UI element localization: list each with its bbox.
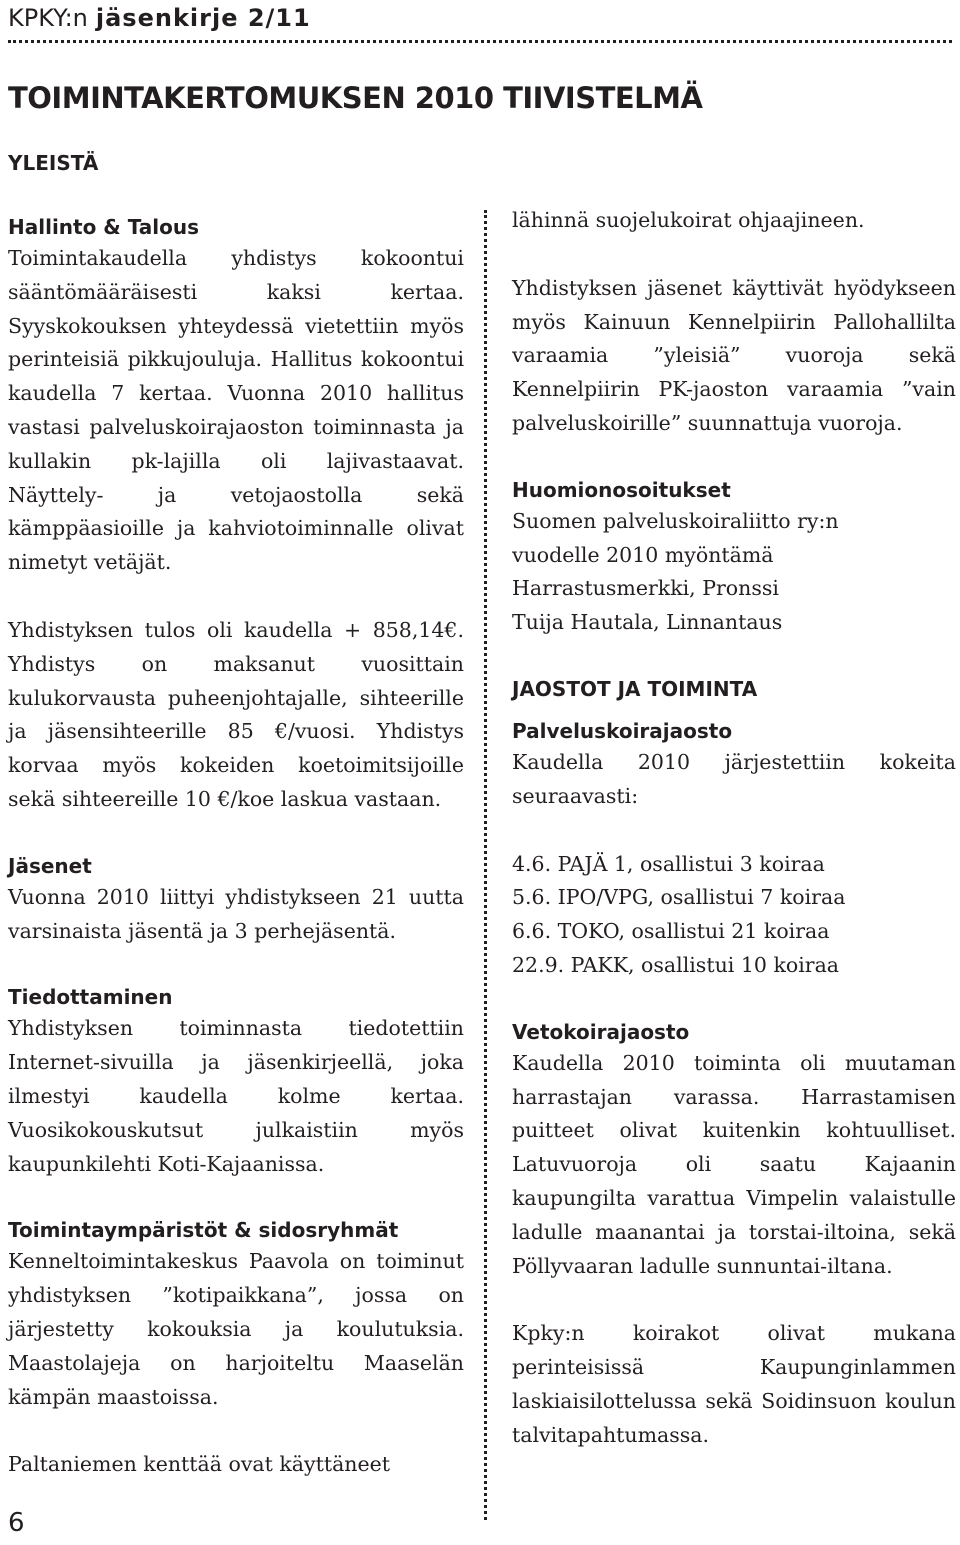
page-number: 6 — [8, 1508, 25, 1538]
header-prefix: KPKY:n — [8, 4, 88, 32]
newsletter-header — [8, 0, 311, 40]
list-item: Harrastusmerkki, Pronssi — [512, 576, 779, 601]
heading-jaostot: JAOSTOT JA TOIMINTA — [512, 676, 758, 701]
list-item: 6.6. TOKO, osallistui 21 koiraa — [512, 919, 830, 944]
heading-vetokoirajaosto: Vetokoirajaosto — [512, 1019, 690, 1044]
paragraph-jasenet: Vuonna 2010 liittyi yhdistykseen 21 uutta varsinaista jäsentä ja 3 perhejäsentä. — [8, 884, 464, 943]
paragraph-toimintaymparistot-1: Kenneltoimintakeskus Paavola on toiminut yhdistyksen ”kotipaikkana”, jossa on järjestetty kokouksia ja koulutuksia. Maastolajeja on harjoiteltu Maaselän kämpän maastoissa. — [8, 1249, 464, 1409]
paragraph-kainuu: Yhdistyksen jäsenet käyttivät hyödykseen myös Kainuun Kennelpiirin Pallohallilta varaamia ”yleisiä” vuoroja sekä Kennelpiirin PK-jaoston varaamia ”vain palveluskoirille” suunnattuja vuoroja. — [512, 275, 956, 435]
heading-huomionosoitukset: Huomionosoitukset — [512, 477, 731, 502]
column-divider — [484, 210, 487, 1520]
heading-jasenet: Jäsenet — [8, 853, 92, 878]
list-item: 4.6. PAJÄ 1, osallistui 3 koiraa — [512, 851, 825, 876]
section-yleista: YLEISTÄ — [8, 151, 99, 175]
heading-tiedottaminen: Tiedottaminen — [8, 985, 173, 1010]
paragraph-continuation: lähinnä suojelukoirat ohjaajineen. — [512, 208, 865, 232]
left-column — [8, 212, 464, 1482]
list-item: Suomen palveluskoiraliitto ry:n — [512, 508, 839, 533]
paragraph-hallinto-1: Toimintakaudella yhdistys kokoontui sääntömääräisesti kaksi kertaa. Syyskokouksen yhteydessä vietettiin myös perinteisiä pikkujouluja. Hallitus kokoontui kaudella 7 kertaa. Vuonna 2010 hallitus vastasi palveluskoirajaoston toiminnasta ja kullakin pk-lajilla oli lajivastaavat. Näyttely- ja vetojaostolla sekä kämppäasioille ja kahviotoiminnalle olivat nimetyt vetäjät. — [8, 246, 464, 575]
heading-palveluskoirajaosto: Palveluskoirajaosto — [512, 718, 733, 743]
document-title: TOIMINTAKERTOMUKSEN 2010 TIIVISTELMÄ — [8, 81, 703, 115]
paragraph-tiedottaminen: Yhdistyksen toiminnasta tiedotettiin Internet-sivuilla ja jäsenkirjeellä, joka ilmestyi kaudella kolme kertaa. Vuosikokouskutsut julkaistiin myös kaupunkilehti Koti-Kajaanissa. — [8, 1016, 464, 1176]
right-column — [512, 204, 956, 1453]
list-item: 22.9. PAKK, osallistui 10 koiraa — [512, 952, 840, 977]
paragraph-kpky: Kpky:n koirakot olivat mukana perinteisissä Kaupunginlammen laskiaisilottelussa sekä Soidinsuon koulun talvitapahtumassa. — [512, 1321, 956, 1447]
paragraph-vetokoirajaosto: Kaudella 2010 toiminta oli muutaman harrastajan varassa. Harrastamisen puitteet olivat kuitenkin kohtuulliset. Latuvuoroja oli saatu Kajaanin kaupungilta varattua Vimpelin valaistulle ladulle maanantai ja torstai-iltoina, sekä Pöllyvaaran ladulle sunnuntai-iltana. — [512, 1050, 956, 1278]
paragraph-toimintaymparistot-2: Paltaniemen kenttää ovat käyttäneet — [8, 1452, 391, 1477]
heading-toimintaymparistot: Toimintaympäristöt & sidosryhmät — [8, 1218, 399, 1243]
list-item: Tuija Hautala, Linnantaus — [512, 610, 783, 635]
huomion-list — [512, 505, 956, 640]
paragraph-hallinto-2: Yhdistyksen tulos oli kaudella + 858,14€. Yhdistys on maksanut vuosittain kulukorvausta puheenjohtajalle, sihteerille ja jäsensihteerille 85 €/vuosi. Yhdistys korvaa myös kokeiden koetoimitsijoille sekä sihteereille 10 €/koe laskua vastaan. — [8, 617, 464, 811]
header-title: jäsenkirje 2/11 — [95, 4, 311, 32]
header-divider — [8, 40, 952, 43]
list-item: 5.6. IPO/VPG, osallistui 7 koiraa — [512, 885, 846, 910]
list-item: vuodelle 2010 myöntämä — [512, 542, 774, 567]
paragraph-palveluskoirajaosto: Kaudella 2010 järjestettiin kokeita seuraavasti: — [512, 749, 956, 808]
kokeet-list — [512, 848, 956, 983]
heading-hallinto: Hallinto & Talous — [8, 215, 200, 239]
